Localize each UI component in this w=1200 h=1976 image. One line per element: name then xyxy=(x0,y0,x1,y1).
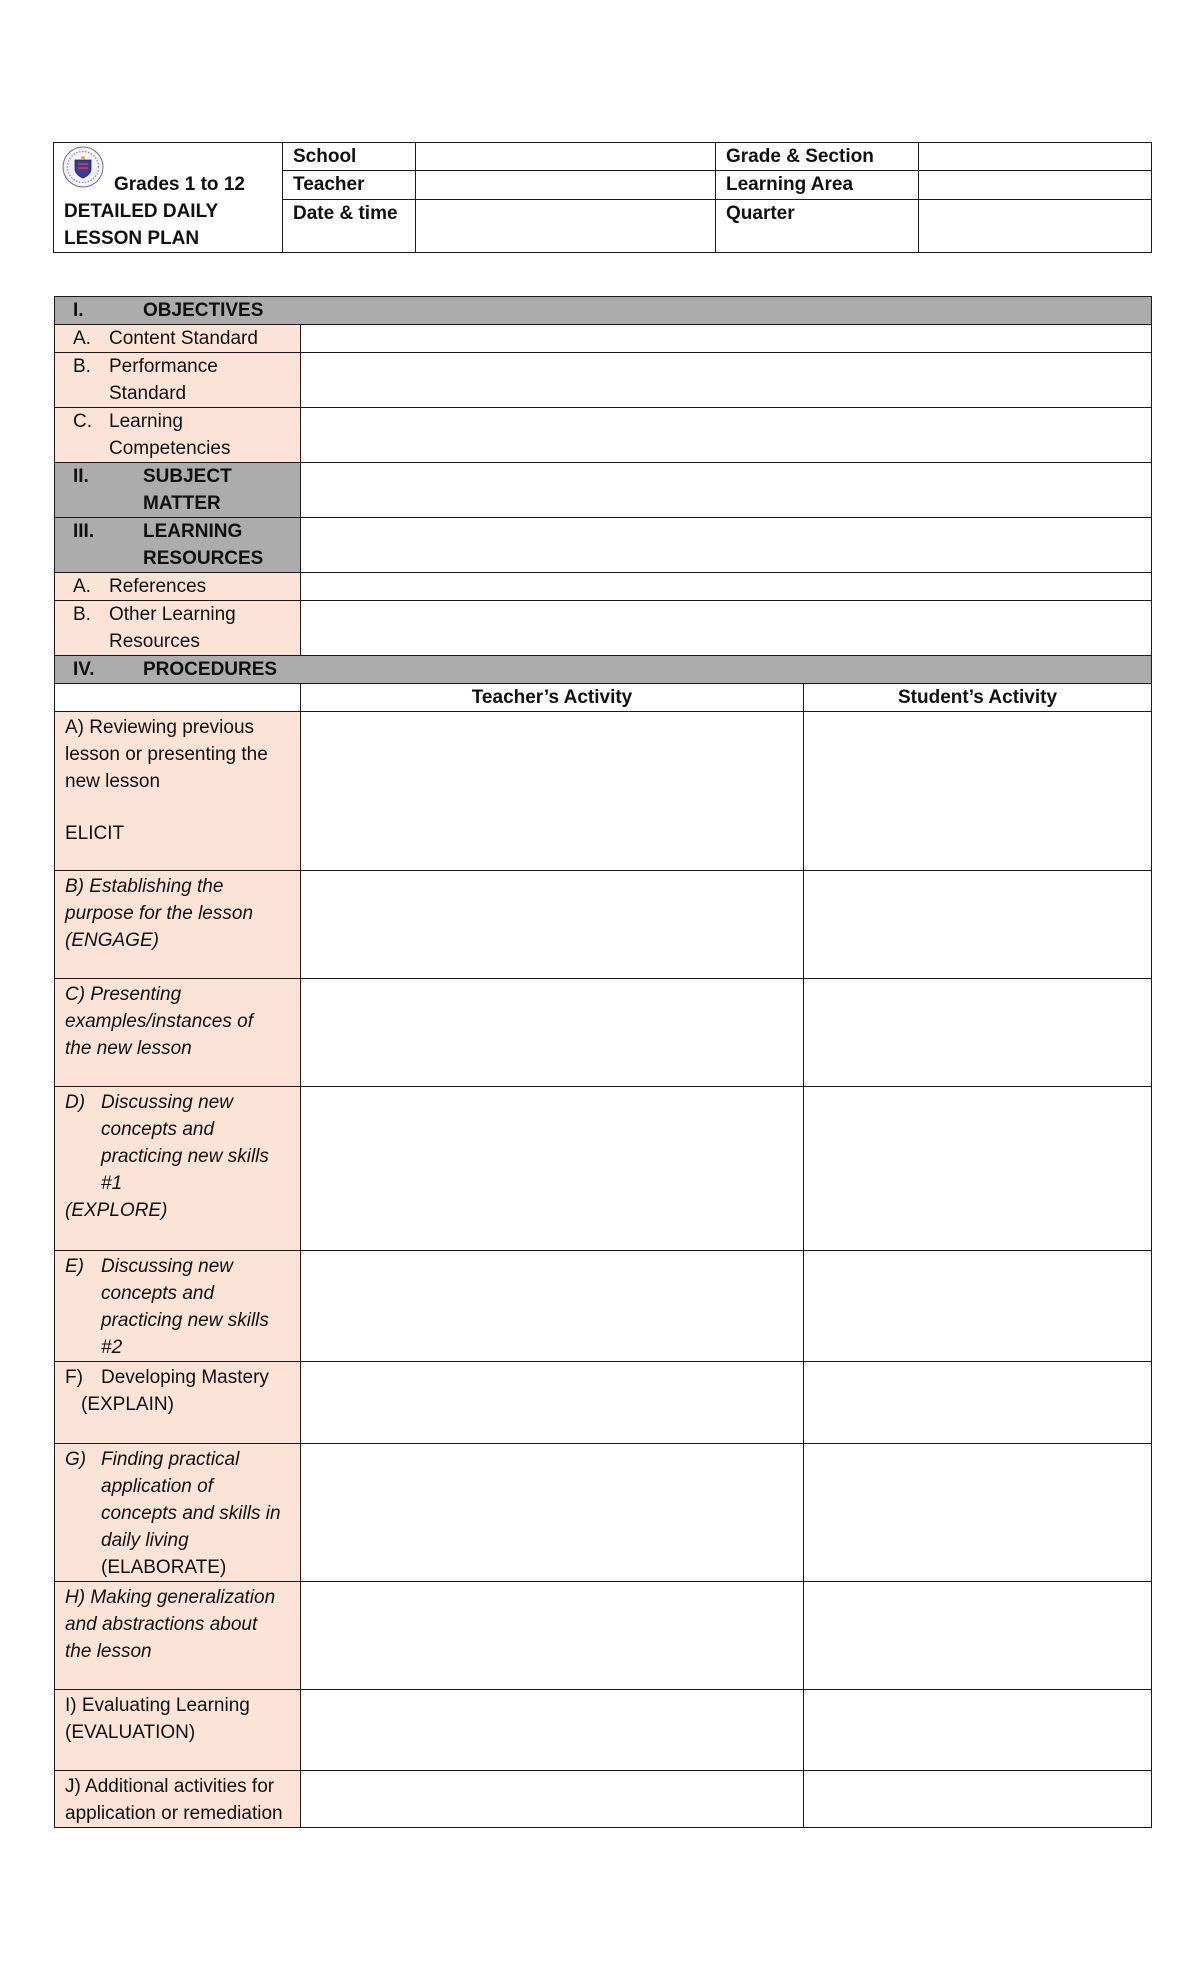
step-c-label xyxy=(55,979,301,1087)
objectives-heading xyxy=(55,297,1152,325)
content-standard-label xyxy=(55,325,301,353)
procedures-steps-d-lines-2-text: practicing new skills xyxy=(101,1146,269,1167)
learning-area-label: Learning Area xyxy=(716,171,919,199)
procedures-steps-c-lines-0-text: C) Presenting xyxy=(65,984,182,1005)
grades-label: Grades 1 to 12 xyxy=(114,174,245,195)
deped-seal-icon xyxy=(62,146,104,188)
school-field[interactable] xyxy=(416,143,716,171)
procedures-steps-g-lines-1-text: application of xyxy=(101,1476,213,1497)
title-line-2: LESSON PLAN xyxy=(64,228,200,249)
step-d-student-field[interactable] xyxy=(804,1087,1152,1251)
procedures-corner-cell xyxy=(55,684,301,712)
step-j-teacher-field[interactable] xyxy=(301,1771,804,1828)
procedures-steps-g-tag-text: (ELABORATE) xyxy=(101,1557,227,1578)
procedures-steps-a-tag-text: ELICIT xyxy=(65,823,125,844)
step-a-student-field[interactable] xyxy=(804,712,1152,871)
procedures-steps-e-lines-0-text: Discussing new xyxy=(101,1256,233,1277)
objectives-items-2-lines-0-text: Learning xyxy=(109,411,183,432)
procedures-steps-b-lines-2-text: (ENGAGE) xyxy=(65,930,159,951)
step-i-student-field[interactable] xyxy=(804,1690,1152,1771)
performance-standard-field[interactable] xyxy=(301,353,1152,408)
step-c-teacher-field[interactable] xyxy=(301,979,804,1087)
learning-resources-roman-text: III. xyxy=(73,521,95,542)
learning-competencies-field[interactable] xyxy=(301,408,1152,463)
subject-matter-heading xyxy=(55,463,301,518)
procedures-steps-c-lines-2-text: the new lesson xyxy=(65,1038,192,1059)
step-e-label xyxy=(55,1251,301,1362)
procedures-steps-j-lines-0-text: J) Additional activities for xyxy=(65,1776,275,1797)
procedures-steps-a-lines-1-text: lesson or presenting the xyxy=(65,744,268,765)
learning-resources-lines-1-text: RESOURCES xyxy=(143,548,264,569)
objectives-title: OBJECTIVES xyxy=(143,300,264,321)
procedures-steps-g-lines-3-text: daily living xyxy=(101,1530,189,1551)
learning-resources-items-1-lines-0-text: Other Learning xyxy=(109,604,236,625)
step-b-student-field[interactable] xyxy=(804,871,1152,979)
lesson-plan-table xyxy=(54,296,1152,1828)
procedures-steps-g-label-text: G) xyxy=(65,1449,87,1470)
teacher-field[interactable] xyxy=(416,171,716,199)
teacher-activity-header: Teacher’s Activity xyxy=(301,684,804,712)
procedures-steps-d-label-text: D) xyxy=(65,1092,86,1113)
procedures-steps-f-tag-text: (EXPLAIN) xyxy=(81,1394,174,1415)
procedures-steps-g-lines-2-text: concepts and skills in xyxy=(101,1503,281,1524)
procedures-steps-f-label-text: F) xyxy=(65,1367,83,1388)
procedures-steps-d-lines-1-text: concepts and xyxy=(101,1119,215,1140)
references-label xyxy=(55,573,301,601)
step-b-teacher-field[interactable] xyxy=(301,871,804,979)
procedures-steps-g-lines-0-text: Finding practical xyxy=(101,1449,240,1470)
step-f-student-field[interactable] xyxy=(804,1362,1152,1444)
procedures-steps-d-lines-0-text: Discussing new xyxy=(101,1092,233,1113)
objectives-items-2-lines-1-text: Competencies xyxy=(109,438,231,459)
procedures-heading xyxy=(55,656,1152,684)
other-resources-field[interactable] xyxy=(301,601,1152,656)
step-a-teacher-field[interactable] xyxy=(301,712,804,871)
step-d-label xyxy=(55,1087,301,1251)
title-line-1: DETAILED DAILY xyxy=(64,201,219,222)
subject-matter-lines-0-text: SUBJECT xyxy=(143,466,232,487)
step-h-student-field[interactable] xyxy=(804,1582,1152,1690)
step-b-label xyxy=(55,871,301,979)
step-c-student-field[interactable] xyxy=(804,979,1152,1087)
step-e-student-field[interactable] xyxy=(804,1251,1152,1362)
procedures-steps-d-tag-text: (EXPLORE) xyxy=(65,1200,168,1221)
procedures-steps-h-lines-2-text: the lesson xyxy=(65,1641,152,1662)
student-activity-header: Student’s Activity xyxy=(804,684,1152,712)
procedures-steps-j-lines-1-text: application or remediation xyxy=(65,1803,283,1824)
datetime-label: Date & time xyxy=(283,199,416,253)
learning-resources-heading xyxy=(55,518,301,573)
learning-resources-items-1-letter-text: B. xyxy=(73,604,91,625)
objectives-items-0-lines-0-text: Content Standard xyxy=(109,328,258,349)
procedures-steps-a-lines-2-text: new lesson xyxy=(65,771,161,792)
step-e-teacher-field[interactable] xyxy=(301,1251,804,1362)
learning-resources-field[interactable] xyxy=(301,518,1152,573)
learning-area-field[interactable] xyxy=(919,171,1152,199)
quarter-field[interactable] xyxy=(919,199,1152,253)
step-i-teacher-field[interactable] xyxy=(301,1690,804,1771)
objectives-items-1-lines-0-text: Performance xyxy=(109,356,218,377)
subject-matter-field[interactable] xyxy=(301,463,1152,518)
step-f-label xyxy=(55,1362,301,1444)
learning-resources-items-0-lines-0-text: References xyxy=(109,576,207,597)
learning-resources-lines-0-text: LEARNING xyxy=(143,521,243,542)
procedures-steps-a-lines-0-text: A) Reviewing previous xyxy=(65,717,255,738)
teacher-label: Teacher xyxy=(283,171,416,199)
objectives-roman: I. xyxy=(73,300,84,321)
procedures-steps-i-lines-0-text: I) Evaluating Learning xyxy=(65,1695,250,1716)
step-j-label xyxy=(55,1771,301,1828)
step-h-teacher-field[interactable] xyxy=(301,1582,804,1690)
step-g-label xyxy=(55,1444,301,1582)
step-j-student-field[interactable] xyxy=(804,1771,1152,1828)
learning-resources-items-1-lines-1-text: Resources xyxy=(109,631,200,652)
grade-section-field[interactable] xyxy=(919,143,1152,171)
header-table xyxy=(53,142,1152,253)
content-standard-field[interactable] xyxy=(301,325,1152,353)
step-h-label xyxy=(55,1582,301,1690)
procedures-steps-e-label-text: E) xyxy=(65,1256,84,1277)
procedures-steps-i-lines-1-text: (EVALUATION) xyxy=(65,1722,196,1743)
performance-standard-label xyxy=(55,353,301,408)
step-d-teacher-field[interactable] xyxy=(301,1087,804,1251)
quarter-label: Quarter xyxy=(716,199,919,253)
subject-matter-lines-1-text: MATTER xyxy=(143,493,221,514)
learning-competencies-label xyxy=(55,408,301,463)
subject-matter-roman-text: II. xyxy=(73,466,89,487)
procedures-steps-b-lines-0-text: B) Establishing the xyxy=(65,876,224,897)
other-resources-label xyxy=(55,601,301,656)
step-a-label xyxy=(55,712,301,871)
references-field[interactable] xyxy=(301,573,1152,601)
step-i-label xyxy=(55,1690,301,1771)
procedures-roman-text: IV. xyxy=(73,659,95,680)
procedures-steps-e-lines-2-text: practicing new skills xyxy=(101,1310,269,1331)
objectives-items-1-lines-1-text: Standard xyxy=(109,383,187,404)
grade-section-label: Grade & Section xyxy=(716,143,919,171)
step-g-teacher-field[interactable] xyxy=(301,1444,804,1582)
step-f-teacher-field[interactable] xyxy=(301,1362,804,1444)
procedures-steps-e-lines-3-text: #2 xyxy=(101,1337,123,1358)
school-label: School xyxy=(283,143,416,171)
plan-title-cell xyxy=(54,143,283,253)
learning-resources-items-0-letter-text: A. xyxy=(73,576,91,597)
procedures-steps-c-lines-1-text: examples/instances of xyxy=(65,1011,253,1032)
procedures-steps-d-lines-3-text: #1 xyxy=(101,1173,123,1194)
procedures-steps-h-lines-1-text: and abstractions about xyxy=(65,1614,258,1635)
objectives-items-2-letter-text: C. xyxy=(73,411,92,432)
procedures-steps-e-lines-1-text: concepts and xyxy=(101,1283,215,1304)
step-g-student-field[interactable] xyxy=(804,1444,1152,1582)
objectives-items-1-letter-text: B. xyxy=(73,356,91,377)
procedures-steps-b-lines-1-text: purpose for the lesson xyxy=(65,903,254,924)
procedures-title-text: PROCEDURES xyxy=(143,659,278,680)
procedures-steps-f-lines-0-text: Developing Mastery xyxy=(101,1367,269,1388)
objectives-items-0-letter-text: A. xyxy=(73,328,91,349)
datetime-field[interactable] xyxy=(416,199,716,253)
procedures-steps-h-lines-0-text: H) Making generalization xyxy=(65,1587,276,1608)
